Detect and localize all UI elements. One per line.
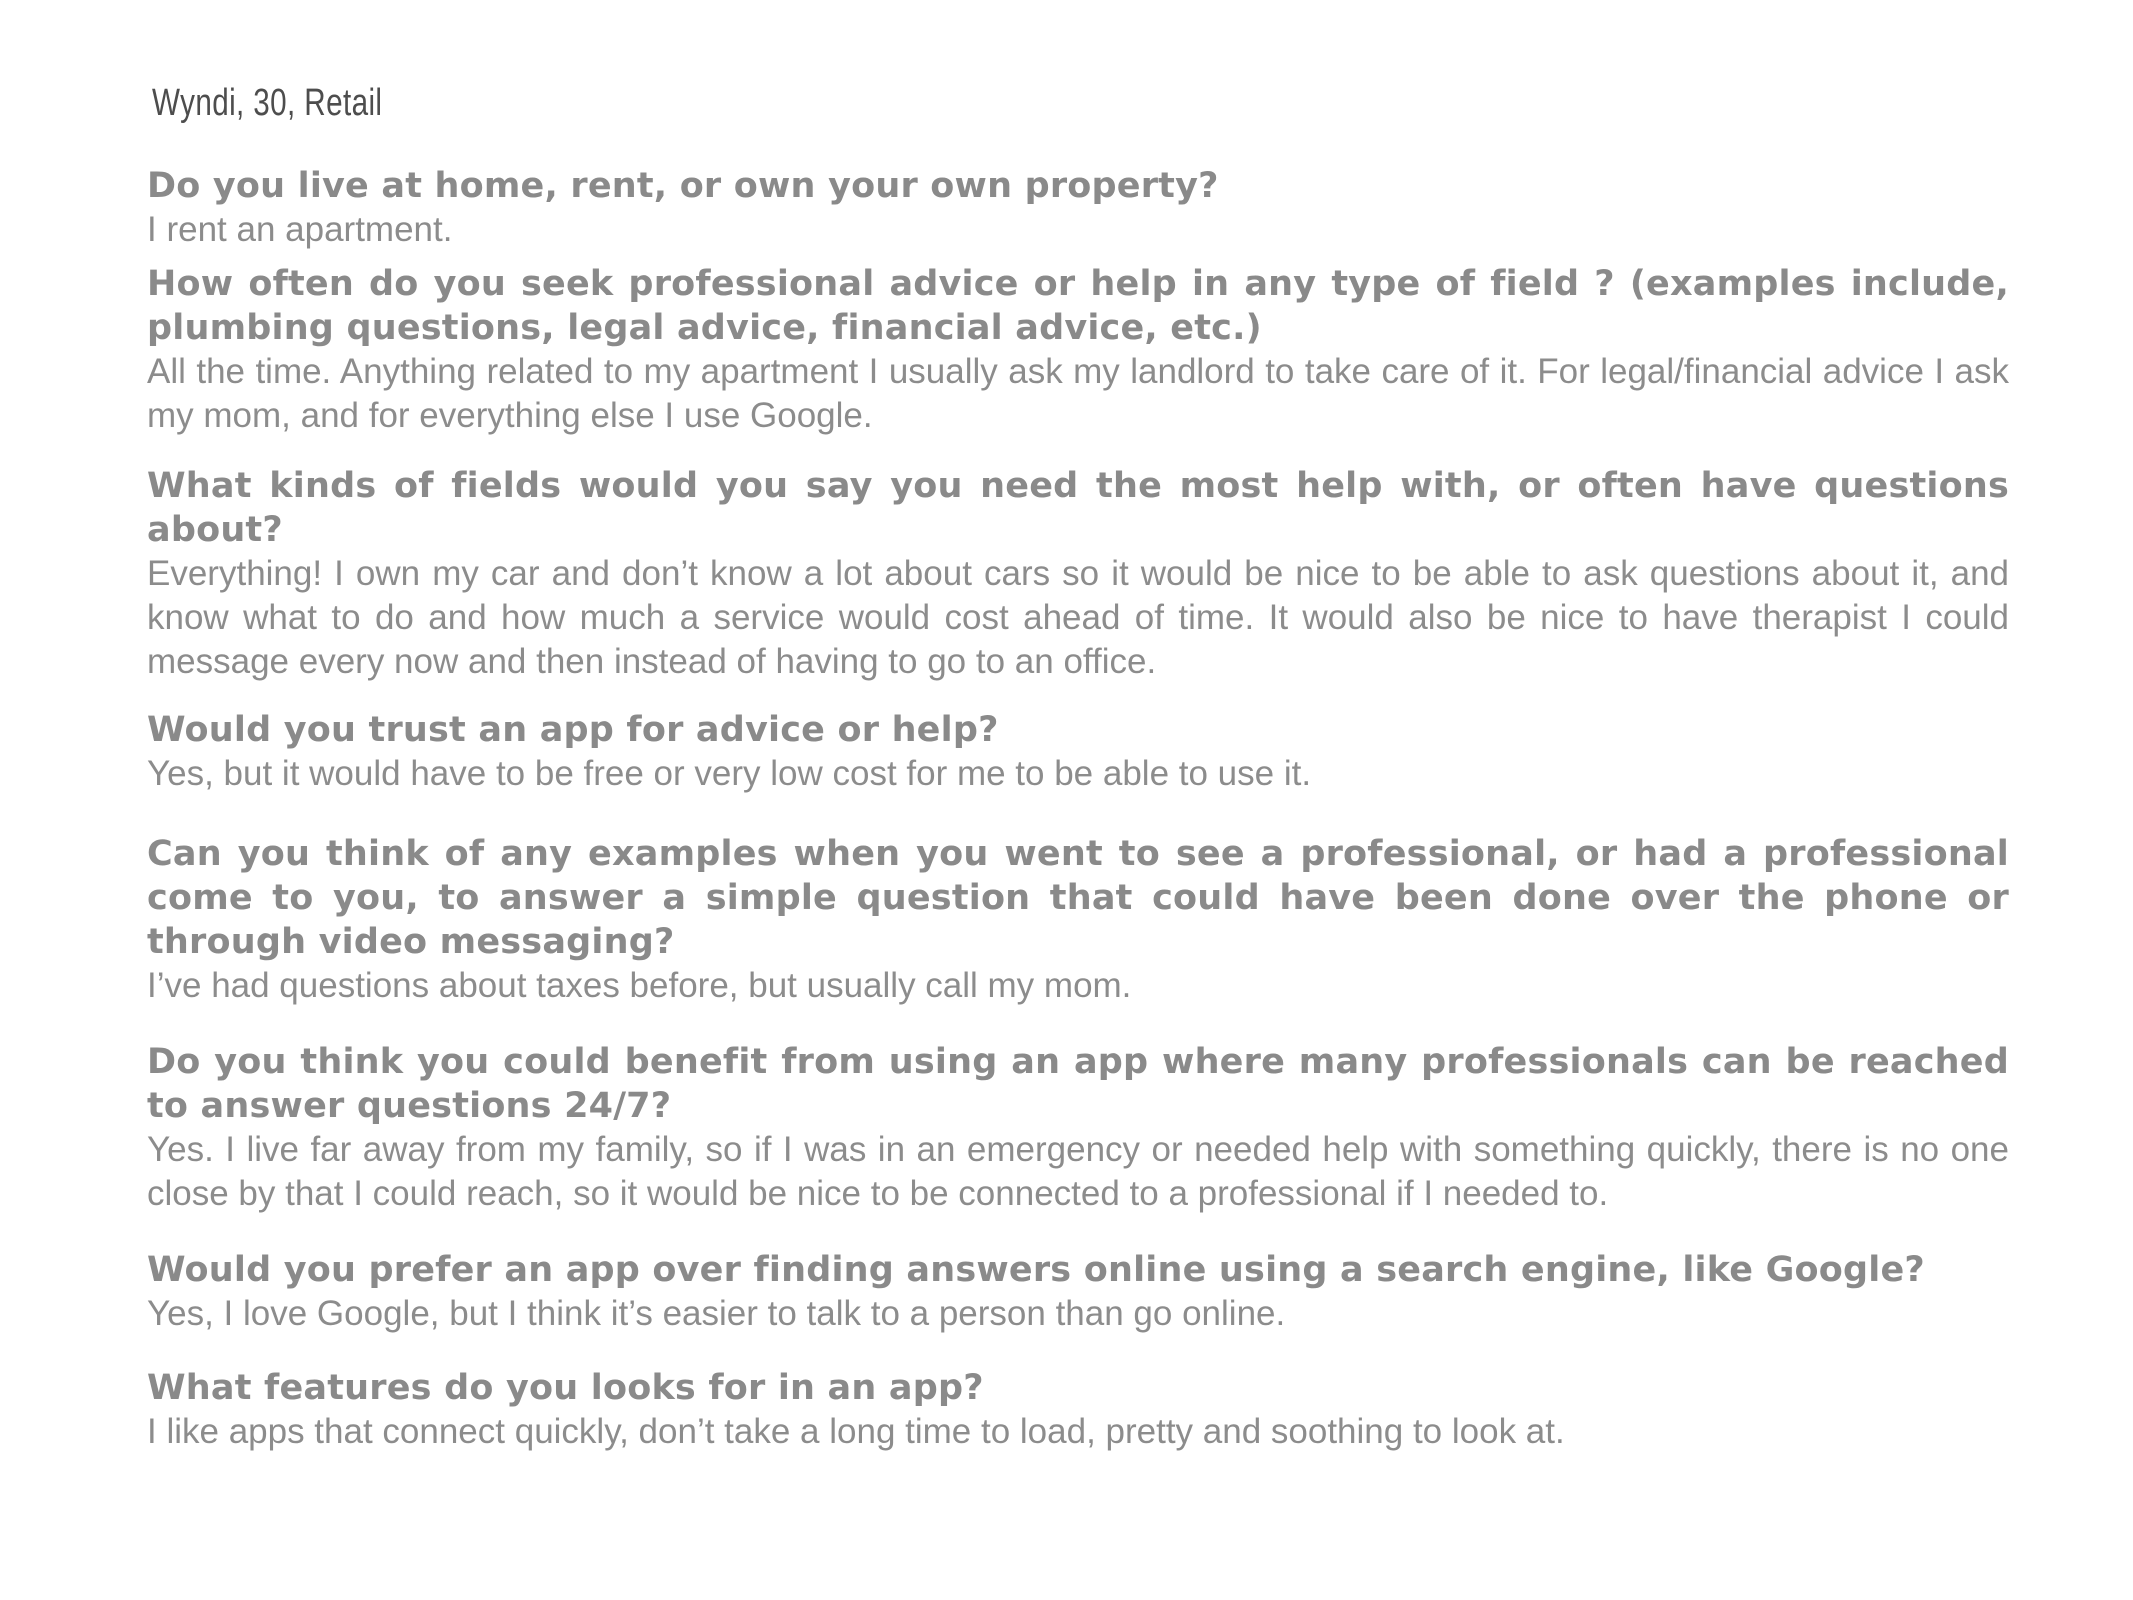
qa-block-help-fields xyxy=(147,464,2009,684)
qa-block-advice-frequency xyxy=(147,262,2009,438)
answer: Everything! I own my car and don’t know a lot about cars so it would be nice to be able to ask questions about it, and know what to do and how much a service would cost ahead of time. It would also be nice to have therapist I could message every now and then instead of having to go to an office. xyxy=(147,554,2009,681)
qa-block-app-features xyxy=(147,1366,2009,1454)
question: Would you prefer an app over finding answers online using a search engine, like Google? xyxy=(147,1250,1925,1290)
answer: I like apps that connect quickly, don’t take a long time to load, pretty and soothing to look at. xyxy=(147,1412,1565,1451)
answer: Yes. I live far away from my family, so if I was in an emergency or needed help with something quickly, there is no one close by that I could reach, so it would be nice to be connected to a professional if I needed to. xyxy=(147,1130,2009,1213)
qa-block-app-vs-search xyxy=(147,1248,2009,1336)
qa-block-benefit-24-7 xyxy=(147,1040,2009,1216)
persona-title: Wyndi, 30, Retail xyxy=(152,82,383,124)
qa-block-trust-app xyxy=(147,708,2009,796)
question: Do you think you could benefit from using an app where many professionals can be reached to answer questions 24/7? xyxy=(147,1042,2009,1126)
answer: I’ve had questions about taxes before, but usually call my mom. xyxy=(147,966,1132,1005)
question: Do you live at home, rent, or own your own property? xyxy=(147,166,1219,206)
question: How often do you seek professional advice or help in any type of field ? (examples include, plumbing questions, legal advice, financial advice, etc.) xyxy=(147,264,2009,348)
question: What kinds of fields would you say you need the most help with, or often have questions about? xyxy=(147,466,2009,550)
question: Can you think of any examples when you went to see a professional, or had a professional come to you, to answer a simple question that could have been done over the phone or through video messaging? xyxy=(147,834,2009,962)
qa-block-housing xyxy=(147,164,2009,252)
question: Would you trust an app for advice or help? xyxy=(147,710,999,750)
answer: Yes, but it would have to be free or very low cost for me to be able to use it. xyxy=(147,754,1312,793)
qa-block-professional-examples xyxy=(147,832,2009,1008)
answer: All the time. Anything related to my apartment I usually ask my landlord to take care of it. For legal/financial advice I ask my mom, and for everything else I use Google. xyxy=(147,352,2009,435)
answer: I rent an apartment. xyxy=(147,210,453,249)
question: What features do you looks for in an app? xyxy=(147,1368,984,1408)
answer: Yes, I love Google, but I think it’s easier to talk to a person than go online. xyxy=(147,1294,1286,1333)
